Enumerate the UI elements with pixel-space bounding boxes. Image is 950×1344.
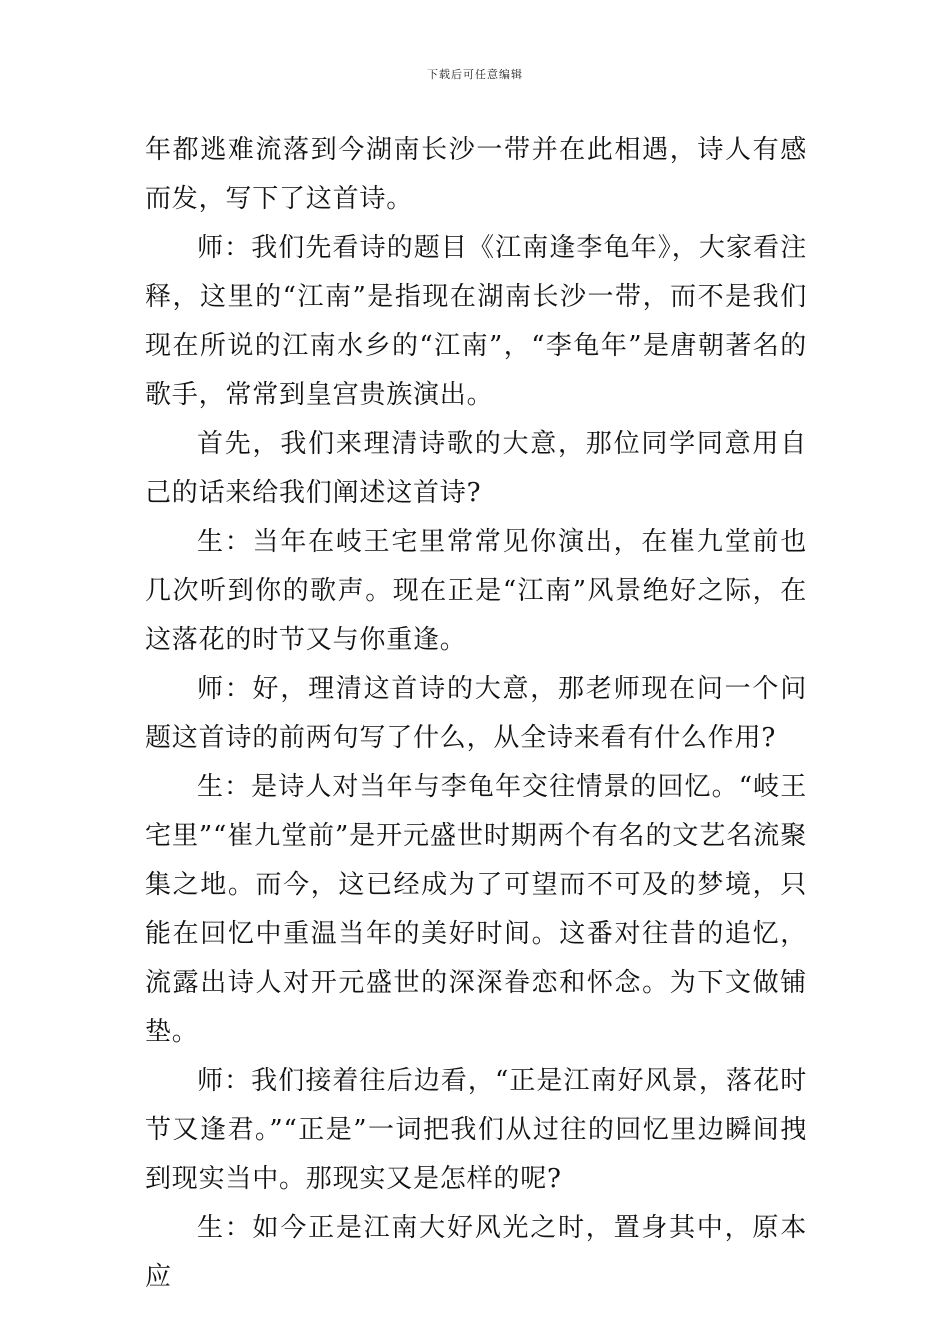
page-header: 下载后可任意编辑 bbox=[427, 68, 523, 81]
paragraph: 首先，我们来理清诗歌的大意，那位同学同意用自己的话来给我们阐述这首诗? bbox=[145, 429, 807, 508]
paragraph: 师：好，理清这首诗的大意，那老师现在问一个问题这首诗的前两句写了什么，从全诗来看有什么作用? bbox=[145, 674, 807, 753]
paragraph: 生：是诗人对当年与李龟年交往情景的回忆。“岐王宅里”“崔九堂前”是开元盛世时期两个有名的文艺名流聚集之地。而今，这已经成为了可望而不可及的梦境，只能在回忆中重温当年的美好时间。这番对往昔的追忆，流露出诗人对开元盛世的深深眷恋和怀念。为下文做铺垫。 bbox=[145, 772, 807, 1047]
paragraph: 师：我们接着往后边看，“正是江南好风景，落花时节又逢君。”“正是”一词把我们从过往的回忆里边瞬间拽到现实当中。那现实又是怎样的呢? bbox=[145, 1066, 807, 1194]
paragraph: 生：如今正是江南大好风光之时，置身其中，原本应 bbox=[145, 1213, 807, 1292]
paragraph: 年都逃难流落到今湖南长沙一带并在此相遇，诗人有感而发，写下了这首诗。 bbox=[145, 135, 807, 214]
body-text bbox=[145, 126, 807, 1302]
paragraph: 师：我们先看诗的题目《江南逢李龟年》，大家看注释，这里的“江南”是指现在湖南长沙一带，而不是我们现在所说的江南水乡的“江南”，“李龟年”是唐朝著名的歌手，常常到皇宫贵族演出。 bbox=[145, 233, 807, 410]
paragraph: 生：当年在岐王宅里常常见你演出，在崔九堂前也几次听到你的歌声。现在正是“江南”风景绝好之际，在这落花的时节又与你重逢。 bbox=[145, 527, 807, 655]
